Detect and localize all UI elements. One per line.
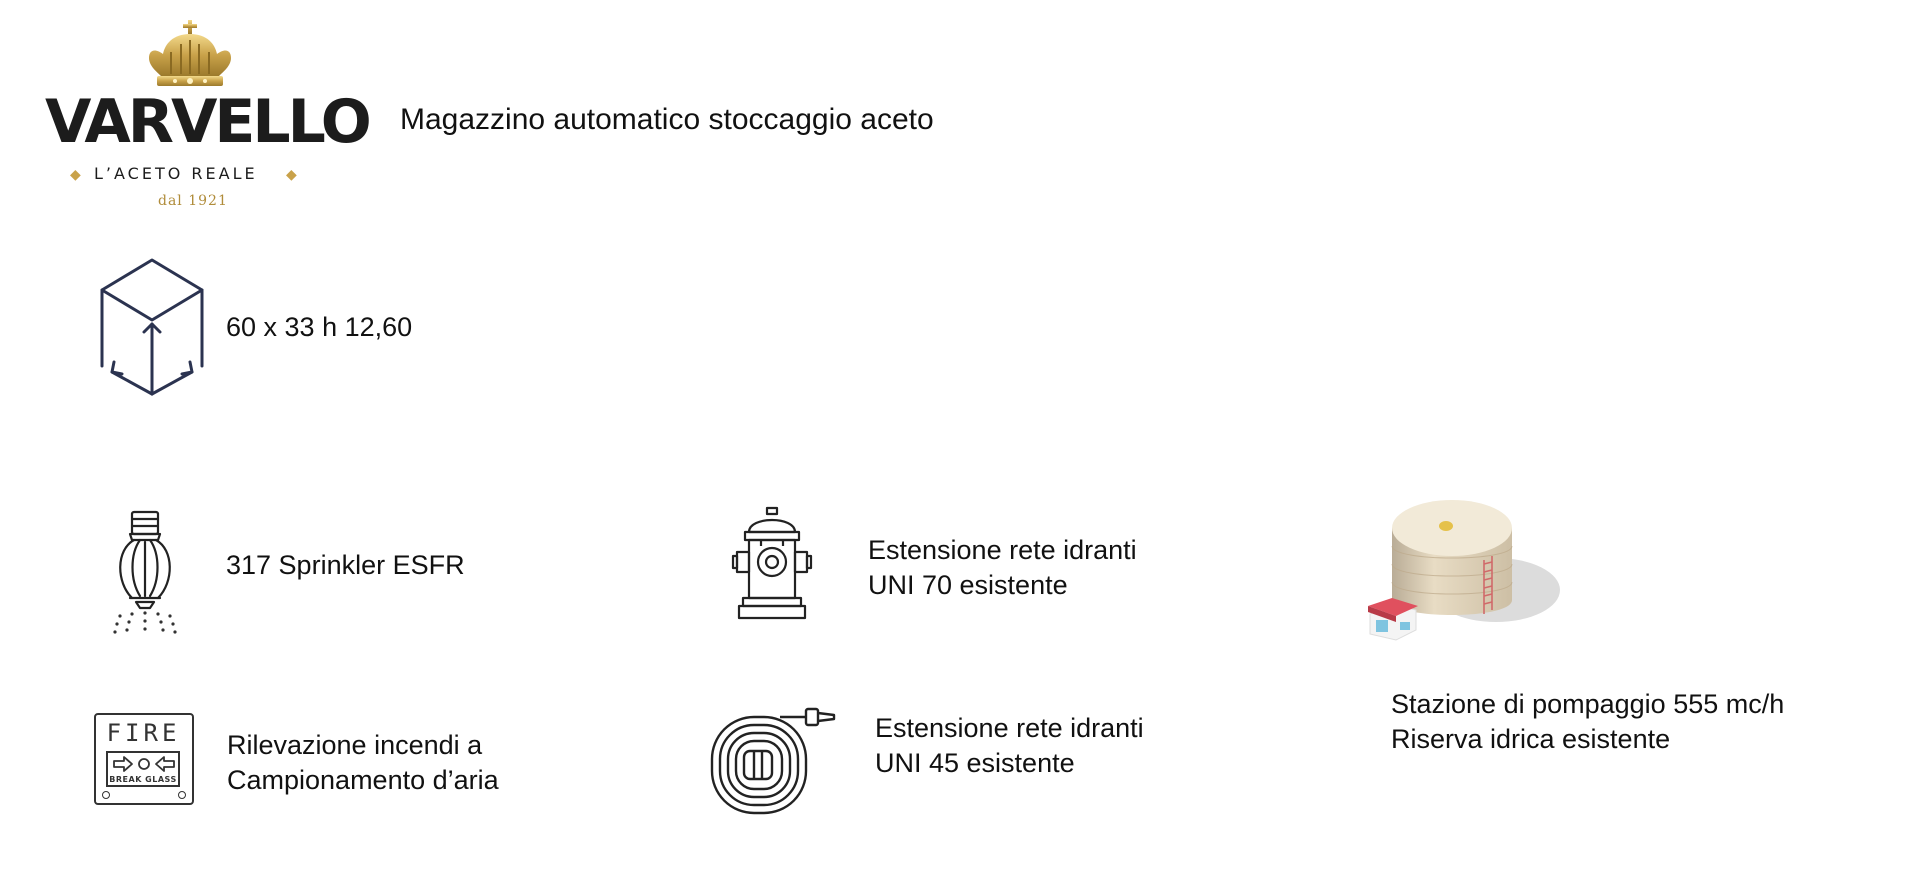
brand-logo (40, 18, 369, 218)
water-tank-station-icon (1366, 498, 1566, 640)
hydrant-text-line1: Estensione rete idranti (868, 535, 1137, 565)
pumping-text-line1: Stazione di pompaggio 555 mc/h (1391, 689, 1785, 719)
screw-left (102, 791, 110, 799)
hydrant-text-line2: UNI 70 esistente (868, 570, 1068, 600)
brand-since: dal 1921 (158, 193, 228, 209)
break-glass-label: BREAK GLASS (109, 775, 177, 784)
fire-hydrant-icon (731, 506, 813, 622)
break-glass-panel (106, 751, 180, 787)
diamond-ornament-right: ◆ (286, 166, 297, 182)
break-glass-arrows-icon (112, 755, 176, 773)
page-title: Magazzino automatico stoccaggio aceto (400, 103, 934, 136)
diamond-ornament-left: ◆ (70, 166, 81, 182)
sprinkler-text: 317 Sprinkler ESFR (226, 550, 465, 580)
fire-hose-reel-icon (710, 705, 842, 817)
dimensions-text: 60 x 33 h 12,60 (226, 312, 413, 342)
fire-alarm-break-glass-icon (94, 713, 194, 805)
fire-label: FIRE (106, 719, 181, 747)
detection-text-line1: Rilevazione incendi a (227, 730, 483, 760)
sprinkler-icon (112, 510, 178, 635)
hose-text-line2: UNI 45 esistente (875, 748, 1075, 778)
hose-text-line1: Estensione rete idranti (875, 713, 1144, 743)
brand-name: VARVELLO (45, 87, 369, 157)
pumping-text-line2: Riserva idrica esistente (1391, 724, 1671, 754)
screw-right (178, 791, 186, 799)
brand-tagline-row (64, 164, 314, 186)
brand-tagline: L’ACETO REALE (94, 164, 258, 183)
isometric-box-icon (98, 258, 206, 400)
detection-text-line2: Campionamento d’aria (227, 765, 499, 795)
crown-icon (145, 18, 235, 94)
